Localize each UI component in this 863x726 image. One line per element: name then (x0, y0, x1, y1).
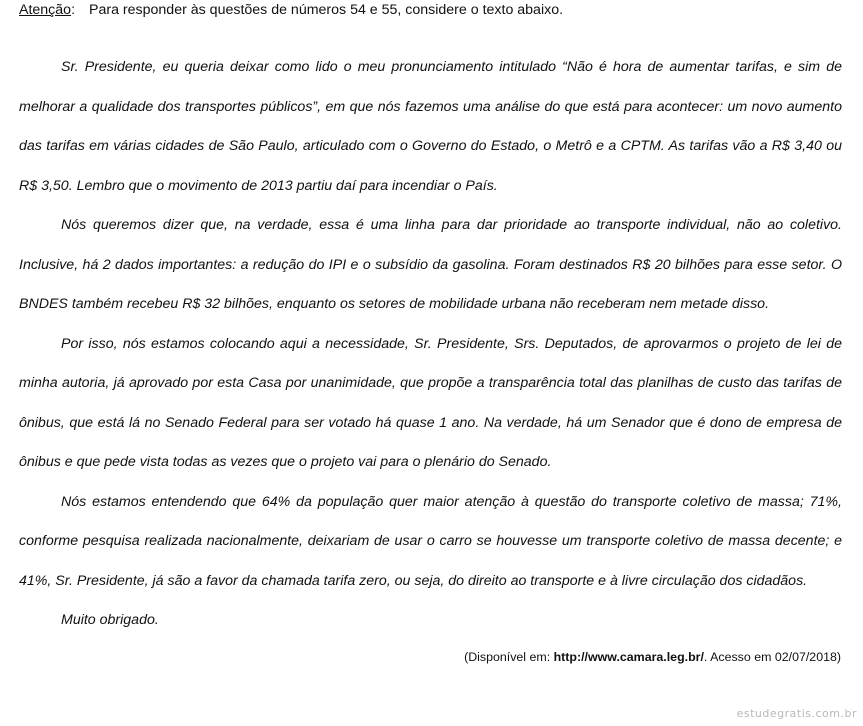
paragraph-4: Nós estamos entendendo que 64% da população quer maior atenção à questão do transporte coletivo de massa; 71%, conforme pesquisa realizada nacionalmente, deixariam de usar o carro se houvesse um transporte coletivo de massa decente; e 41%, Sr. Presidente, já são a favor da chamada tarifa zero, ou seja, do direito ao transporte e à livre circulação dos cidadãos. (19, 493, 842, 589)
instruction-header (19, 2, 563, 18)
paragraph-3: Por isso, nós estamos colocando aqui a necessidade, Sr. Presidente, Srs. Deputados, de aprovarmos o projeto de lei de minha autoria, já aprovado por esta Casa por unanimidade, que propõe a transparência total das planilhas de custo das tarifas de ônibus, que está lá no Senado Federal para ser votado há quase 1 ano. Na verdade, há um Senador que é dono de empresa de ônibus e que pede vista todas as vezes que o projeto vai para o plenário do Senado. (19, 335, 842, 470)
paragraph-2: Nós queremos dizer que, na verdade, essa é uma linha para dar prioridade ao transporte individual, não ao coletivo. Inclusive, há 2 dados importantes: a redução do IPI e o subsídio da gasolina. Foram destinados R$ 20 bilhões para esse setor. O BNDES também recebeu R$ 32 bilhões, enquanto os setores de mobilidade urbana não receberam nem metade disso. (19, 217, 842, 312)
source-prefix: (Disponível em: (464, 650, 554, 664)
paragraph-1: Sr. Presidente, eu queria deixar como lido o meu pronunciamento intitulado “Não é hora de aumentar tarifas, e sim de melhorar a qualidade dos transportes públicos”, em que nós fazemos uma análise do que está para acontecer: um novo aumento das tarifas em várias cidades de São Paulo, articulado com o Governo do Estado, o Metrô e a CPTM. As tarifas vão a R$ 3,40 ou R$ 3,50. Lembro que o movimento de 2013 partiu daí para incendiar o País. (19, 59, 842, 194)
source-suffix: . Acesso em 02/07/2018) (703, 650, 841, 664)
source-url: http://www.camara.leg.br/ (553, 650, 704, 664)
attention-colon: : (71, 2, 76, 18)
attention-label: Atenção (19, 2, 72, 18)
source-citation (464, 650, 841, 664)
paragraph-5: Muito obrigado. (61, 612, 159, 628)
instruction-text: Para responder às questões de números 54 e 55, considere o texto abaixo. (89, 2, 564, 18)
speech-text (19, 48, 842, 641)
watermark: estudegratis.com.br (736, 707, 857, 720)
